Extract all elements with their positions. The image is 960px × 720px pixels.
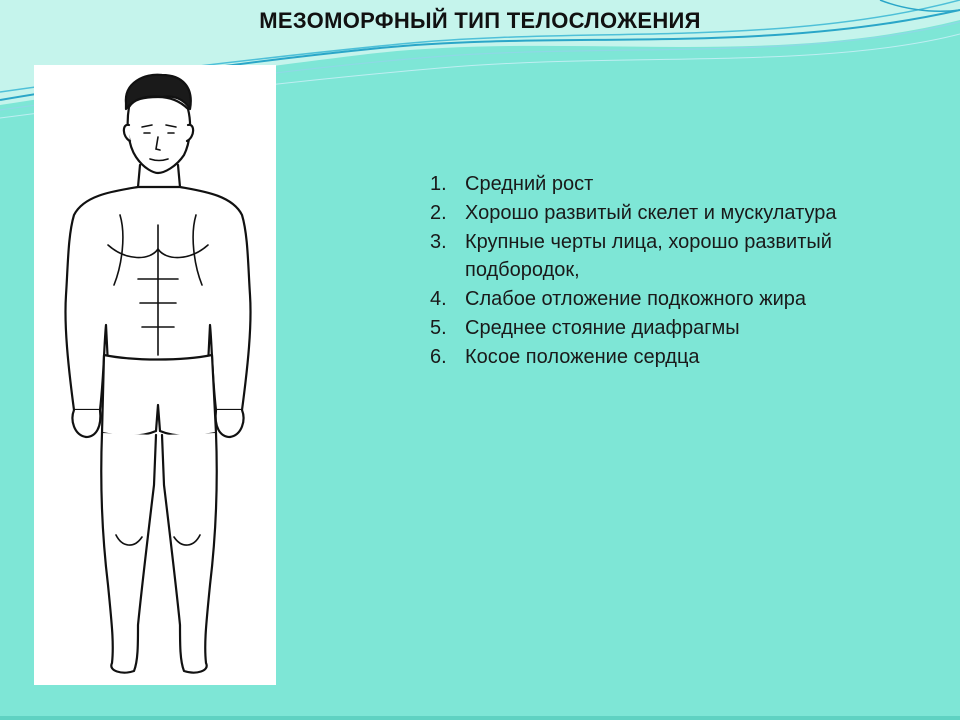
list-item-number: 3. — [430, 231, 447, 253]
figure-panel — [34, 65, 276, 685]
list-item-number: 5. — [430, 317, 447, 339]
list-item-number: 1. — [430, 173, 447, 195]
list-item — [430, 170, 870, 198]
list-item — [430, 285, 870, 313]
list-item-text: Средний рост — [465, 173, 594, 195]
list-item-number: 6. — [430, 346, 447, 368]
list-item-number: 4. — [430, 288, 447, 310]
list-item — [430, 314, 870, 342]
list-item — [430, 199, 870, 227]
list-item-number: 2. — [430, 202, 447, 224]
characteristics-list — [430, 170, 870, 372]
male-body-figure-icon — [34, 65, 276, 685]
list-item-text: Слабое отложение подкожного жира — [465, 288, 807, 310]
list-item-text: Косое положение сердца — [465, 346, 700, 368]
list-item — [430, 343, 870, 371]
list-item-text: Крупные черты лица, хорошо развитый подбородок, — [465, 231, 832, 281]
list-item-text: Среднее стояние диафрагмы — [465, 317, 740, 339]
list-item-text: Хорошо развитый скелет и мускулатура — [465, 202, 837, 224]
slide-title: МЕЗОМОРФНЫЙ ТИП ТЕЛОСЛОЖЕНИЯ — [259, 8, 701, 33]
list-item — [430, 228, 870, 284]
